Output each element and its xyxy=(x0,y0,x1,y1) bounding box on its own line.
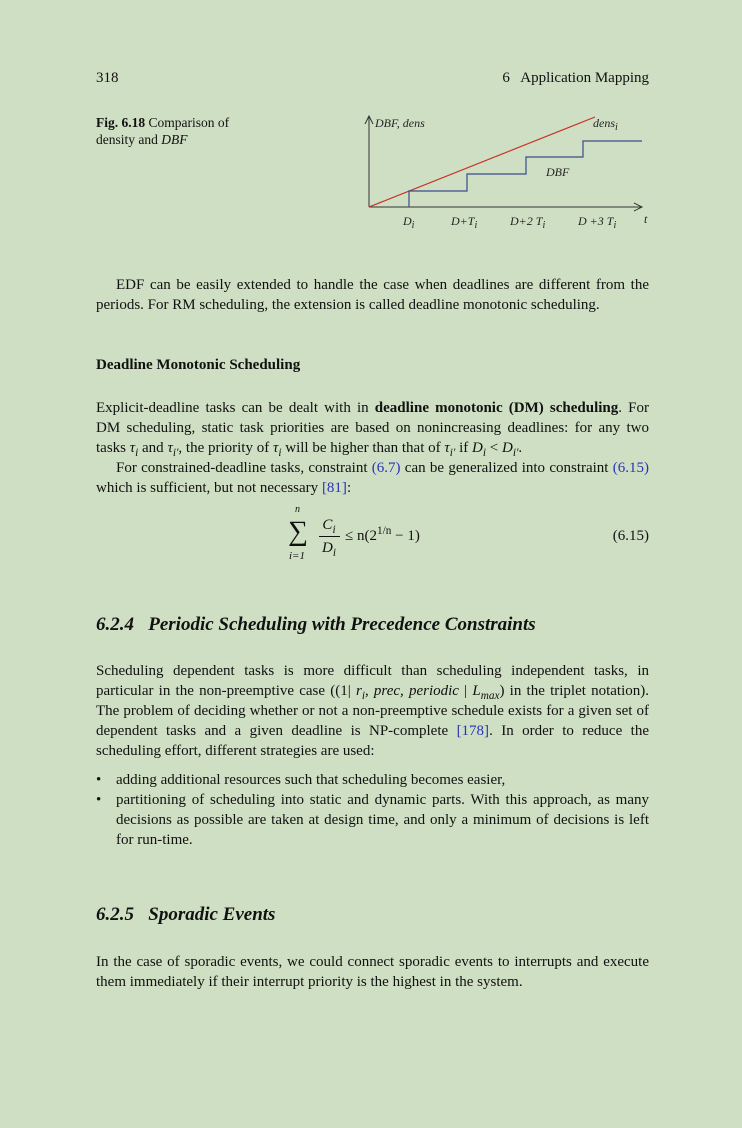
caption-math: DBF xyxy=(161,132,188,147)
tick-label: $D_i$ xyxy=(403,214,415,231)
tick-label: D+2 $T_i$ xyxy=(510,214,546,231)
ref-178-link[interactable]: [178] xyxy=(456,723,490,739)
paragraph-dm: Explicit-deadline tasks can be dealt with in deadline monotonic (DM) scheduling. For DM scheduling, static task priorities are based on nonincreasing deadlines: for any two tasks $\tau_i$ and $\tau_{i'}$, the priority of $\tau_i$ will be higher than that of $\tau_{i'}$ if $D_i < D_{i'}$. xyxy=(96,400,650,459)
main-text-column xyxy=(96,275,649,992)
paragraph-edf: EDF can be easily extended to handle the case when deadlines are different from the periods. For RM scheduling, the extension is called deadline monotonic scheduling. xyxy=(96,277,649,313)
density-label: dens$_i$ xyxy=(593,116,618,133)
running-header: 6 Application Mapping xyxy=(502,70,649,86)
equation-number: (6.15) xyxy=(612,528,649,544)
y-axis-label: DBF, dens xyxy=(375,116,425,130)
caption-text: Comparison of density and xyxy=(96,115,230,147)
list-item: • partitioning of scheduling into static and dynamic parts. With this approach, as many decisions as possible are taken at design time, and only a minimum of decisions is left for run-time. xyxy=(96,790,649,850)
ref-6-7-link[interactable]: (6.7) xyxy=(371,460,401,476)
equation-row xyxy=(96,504,649,570)
equation-6-15: n ∑ i=1 $C_i$ $D_i$ ≤ $n(2^{1/n} - 1)$ xyxy=(288,504,420,562)
section-heading-dm: Deadline Monotonic Scheduling xyxy=(96,357,301,373)
ref-6-15-link[interactable]: (6.15) xyxy=(612,460,649,476)
strategy-list xyxy=(96,770,649,850)
dbf-density-figure xyxy=(360,105,660,245)
density-line xyxy=(369,117,595,207)
dbf-label: DBF xyxy=(546,165,570,179)
dbf-step-function xyxy=(409,141,642,207)
section-heading-6-2-5: 6.2.5 Sporadic Events xyxy=(96,904,276,925)
figure-label: Fig. 6.18 xyxy=(96,115,146,130)
figure-caption xyxy=(96,114,266,148)
tick-label: $D+T_i$ xyxy=(451,214,478,231)
page-number: 318 xyxy=(96,70,119,86)
paragraph-precedence: Scheduling dependent tasks is more difficult than scheduling independent tasks, in particular in the non-preemptive case ((1| $r_i$, prec, periodic | $L_{max}$) in the triplet notation). The problem of deciding whether or not a non-preemptive schedule exists for a given set of dependent tasks and a given deadline is NP-complete [178]. In order to reduce the scheduling effort, different strategies are used: xyxy=(96,663,650,759)
ref-81-link[interactable]: [81] xyxy=(321,480,347,496)
paragraph-constrained: For constrained-deadline tasks, constraint (6.7) can be generalized into constraint (6.15) which is sufficient, but not necessary [81]: xyxy=(96,460,649,496)
paragraph-sporadic: In the case of sporadic events, we could connect sporadic events to interrupts and execute them immediately if their interrupt priority is the highest in the system. xyxy=(96,954,649,990)
list-item: • adding additional resources such that scheduling becomes easier, xyxy=(96,770,649,790)
tick-label: D +3 $T_i$ xyxy=(578,214,617,231)
x-axis-label: t xyxy=(644,212,648,226)
section-heading-6-2-4: 6.2.4 Periodic Scheduling with Precedence Constraints xyxy=(96,614,536,635)
